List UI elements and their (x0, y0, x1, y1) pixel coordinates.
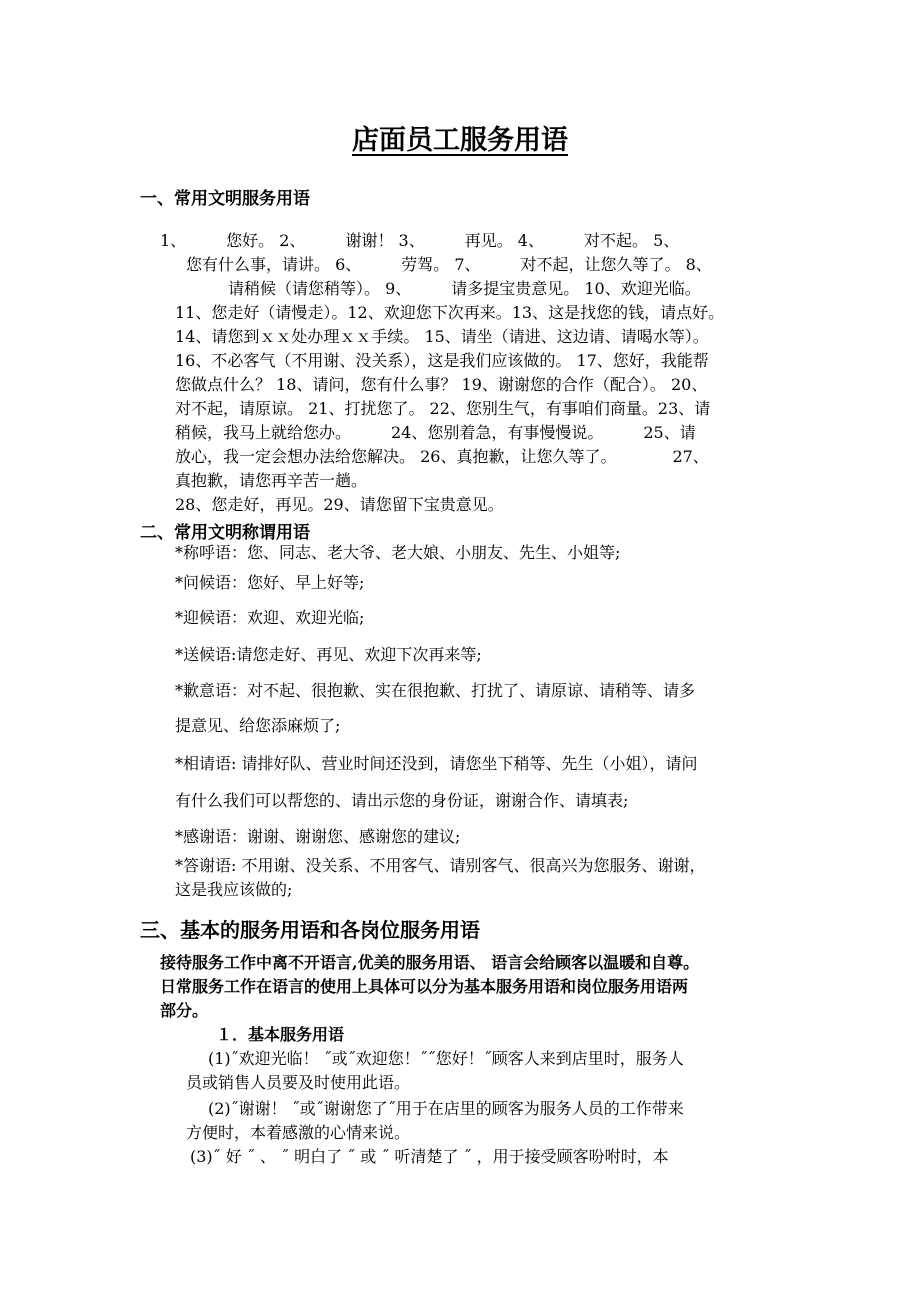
section-1-line: 您有什么事，请讲。 6、 劳驾。 7、 对不起，让您久等了。 8、 (186, 255, 712, 274)
section-3-body-line: (3)˝ 好 ˝ 、 ˝ 明白了 ˝ 或 ˝ 听清楚了 ˝ ，用于接受顾客吩咐时，本 (190, 1147, 669, 1166)
section-3-body-line: (1)˝欢迎光临！ ˝或˝欢迎您！˝˝您好！˝顾客人来到店里时，服务人 (208, 1049, 684, 1068)
section-2-line: *感谢语：谢谢、谢谢您、感谢您的建议; (175, 827, 461, 846)
section-2-heading: 二、常用文明称谓用语 (140, 523, 310, 543)
section-1-line: 稍候，我马上就给您办。 24、您别着急，有事慢慢说。 25、请 (175, 423, 696, 442)
section-1-heading: 一、常用文明服务用语 (140, 189, 310, 209)
section-3-intro-line: 部分。 (160, 1001, 209, 1020)
section-3-body-line: 方便时，本着感激的心情来说。 (186, 1123, 411, 1142)
section-2-line: *称呼语：您、同志、老大爷、老大娘、小朋友、先生、小姐等; (175, 543, 621, 562)
section-3-body-line: (2)˝谢谢！ ˝或˝谢谢您了˝用于在店里的顾客为服务人员的工作带来 (208, 1099, 684, 1118)
section-3-subheading: １．基本服务用语 (216, 1025, 345, 1044)
section-1-line: 14、请您到ｘｘ处办理ｘｘ手续。 15、请坐（请进、这边请、请喝水等）。 (175, 327, 709, 346)
section-1-line: 放心，我一定会想办法给您解决。 26、真抱歉，让您久等了。 27、 (175, 447, 709, 466)
section-2-line: 有什么我们可以帮您的、请出示您的身份证，谢谢合作、请填表; (175, 791, 629, 810)
section-3-heading: 三、基本的服务用语和各岗位服务用语 (140, 918, 480, 942)
section-3-body-line: 员或销售人员要及时使用此语。 (186, 1073, 411, 1092)
section-2-line: 提意见、给您添麻烦了; (175, 716, 341, 735)
section-1-line: 对不起，请原谅。 21、打扰您了。 22、您别生气，有事咱们商量。23、请 (175, 399, 711, 418)
section-2-line: *送候语:请您走好、再见、欢迎下次再来等; (175, 645, 482, 664)
section-2-line: *相请语: 请排好队、营业时间还没到，请您坐下稍等、先生（小姐），请问 (175, 754, 698, 773)
section-1-line: 您做点什么？ 18、请问，您有什么事？ 19、谢谢您的合作（配合）。 20、 (175, 375, 708, 394)
section-1-line: 真抱歉，请您再辛苦一趟。 (175, 471, 368, 490)
section-3-intro-line: 接待服务工作中离不开语言,优美的服务用语、 语言会给顾客以温暖和自尊。 (160, 953, 700, 972)
page-title: 店面员工服务用语 (352, 125, 568, 156)
section-1-line: 1、 您好。 2、 谢谢！ 3、 再见。 4、 对不起。 5、 (160, 231, 680, 250)
section-2-line: *问候语：您好、早上好等; (175, 573, 365, 592)
section-2-line: 这是我应该做的; (175, 880, 293, 899)
section-1-line: 11、您走好（请慢走）。12、欢迎您下次再来。13、这是找您的钱，请点好。 (175, 303, 725, 322)
section-2-line: *歉意语：对不起、很抱歉、实在很抱歉、打扰了、请原谅、请稍等、请多 (175, 681, 696, 700)
section-2-line: *答谢语: 不用谢、没关系、不用客气、请别客气、很高兴为您服务、谢谢， (175, 856, 706, 875)
section-1-line: 28、您走好，再见。29、请您留下宝贵意见。 (175, 495, 504, 514)
section-1-line: 请稍候（请您稍等）。 9、 请多提宝贵意见。 10、欢迎光临。 (228, 279, 701, 298)
section-3-intro-line: 日常服务工作在语言的使用上具体可以分为基本服务用语和岗位服务用语两 (160, 977, 689, 996)
section-2-line: *迎候语：欢迎、欢迎光临; (175, 608, 365, 627)
section-1-line: 16、不必客气（不用谢、没关系），这是我们应该做的。 17、您好，我能帮 (175, 351, 709, 370)
